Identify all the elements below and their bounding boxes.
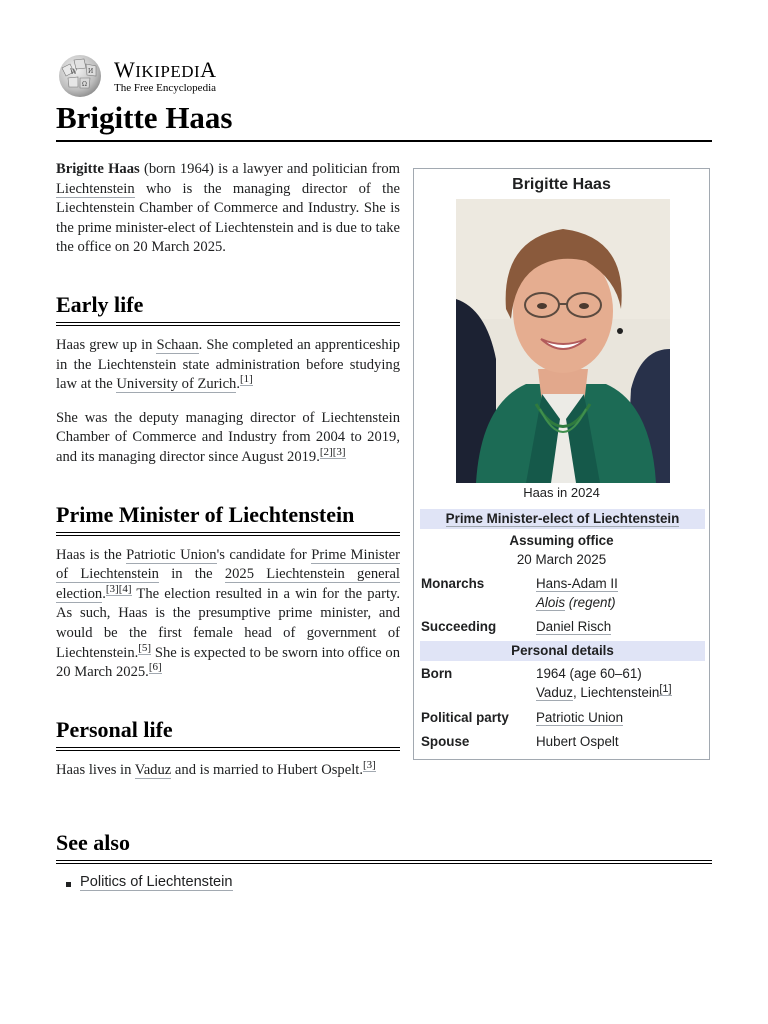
wordmark-tagline: The Free Encyclopedia xyxy=(114,81,217,94)
link-prime-minister-elect[interactable]: Prime Minister-elect of Liechtenstein xyxy=(445,511,680,526)
pm-text-2: 's candidate for xyxy=(216,546,312,563)
heading-see-also: See also xyxy=(56,830,712,864)
link-university-of-zurich[interactable]: University of Zurich xyxy=(116,376,237,393)
link-alois[interactable]: Alois xyxy=(536,595,566,610)
intro-text-2: who is the managing director of the Liechtenstein Chamber of Commerce and Industry. She is the prime minister-elect of Liechtenstein and is due to take the office on 20 March 2025. xyxy=(56,180,400,256)
pm-text-3: in the xyxy=(158,566,225,583)
pm-text-5: The election resulted in a win for the party. As such, Haas is the presumptive prime minister, and would be the first female head of government of Liechtenstein. xyxy=(56,585,400,661)
succeeding-value xyxy=(536,619,611,634)
personal-text-1: Haas lives in xyxy=(56,761,135,778)
early-life-text-2: . She completed an apprenticeship in the Liechtenstein state administration before studying law at the xyxy=(56,336,400,393)
early-life-paragraph-1 xyxy=(56,336,400,395)
pm-text-4: . xyxy=(102,585,106,602)
reference-link[interactable]: [6] xyxy=(148,661,162,674)
reference-link[interactable]: [3] xyxy=(362,758,376,771)
pm-text-6: She is expected to be sworn into office on 20 March 2025. xyxy=(56,644,400,681)
heading-early-life: Early life xyxy=(56,292,400,326)
heading-prime-minister: Prime Minister of Liechtenstein xyxy=(56,502,400,536)
reference-link[interactable]: [1] xyxy=(240,373,253,386)
link-liechtenstein[interactable]: Liechtenstein xyxy=(56,180,135,197)
reference-link[interactable]: [3] xyxy=(105,582,119,595)
born-label: Born xyxy=(421,666,453,681)
early-life-text-3: . xyxy=(236,376,241,393)
personal-text-2: and is married to Hubert Ospelt. xyxy=(171,761,363,778)
early-life-text-1: Haas grew up in xyxy=(56,336,157,353)
infobox-title: Brigitte Haas xyxy=(512,176,611,193)
infobox-caption: Haas in 2024 xyxy=(523,485,600,500)
link-vaduz-infobox[interactable]: Vaduz xyxy=(536,685,573,700)
link-politics-of-liechtenstein[interactable]: Politics of Liechtenstein xyxy=(80,874,233,890)
list-item xyxy=(56,874,712,890)
intro-text-1: (born 1964) is a lawyer and politician from xyxy=(139,161,400,177)
link-vaduz[interactable]: Vaduz xyxy=(134,761,172,778)
regent-suffix: (regent) xyxy=(565,595,616,610)
wikipedia-wordmark xyxy=(114,56,217,94)
svg-text:Ω: Ω xyxy=(82,81,87,88)
born-place-rest: , Liechtenstein xyxy=(572,685,660,700)
intro-bold-name: Brigitte Haas xyxy=(56,161,140,177)
reference-link[interactable]: [4] xyxy=(118,582,132,595)
infobox-office-header xyxy=(420,509,705,529)
article-body xyxy=(56,142,400,780)
link-prime-minister-of-liechtenstein[interactable]: Prime Minister of Liechtenstein xyxy=(56,546,401,583)
reference-link[interactable]: [5] xyxy=(138,641,152,654)
spouse-value: Hubert Ospelt xyxy=(536,734,619,749)
pm-text-1: Haas is the xyxy=(56,546,127,563)
wordmark-w: W xyxy=(114,56,136,82)
page xyxy=(56,54,712,890)
monarchs-value xyxy=(536,576,618,591)
svg-text:W: W xyxy=(70,68,78,76)
svg-text:И: И xyxy=(88,68,94,75)
monarch-regent xyxy=(536,595,616,610)
reference-link[interactable]: [3] xyxy=(332,446,346,459)
link-schaan[interactable]: Schaan xyxy=(156,336,199,353)
wikipedia-logo[interactable] xyxy=(56,54,712,98)
wordmark-middle: IKIPEDI xyxy=(135,61,201,81)
infobox-photo[interactable] xyxy=(456,199,670,483)
early-life-text-4: She was the deputy managing director of Liechtenstein Chamber of Commerce and Industry from 2004 to 2019, and its managing director since August 2019. xyxy=(56,409,400,465)
portrait-image xyxy=(456,199,670,483)
reference-link[interactable]: [2] xyxy=(319,446,333,459)
link-patriotic-union[interactable]: Patriotic Union xyxy=(126,546,217,563)
assuming-office-date: 20 March 2025 xyxy=(516,552,607,567)
personal-details-header: Personal details xyxy=(420,641,705,661)
wikipedia-globe-icon xyxy=(56,54,106,98)
monarchs-label: Monarchs xyxy=(421,576,485,591)
infobox xyxy=(413,168,710,760)
party-label: Political party xyxy=(421,710,509,725)
intro-paragraph xyxy=(56,160,400,258)
see-also-section xyxy=(56,830,712,890)
early-life-paragraph-2 xyxy=(56,409,400,468)
link-hans-adam-ii[interactable]: Hans-Adam II xyxy=(536,576,618,591)
spouse-label: Spouse xyxy=(421,734,470,749)
link-2025-general-election[interactable]: 2025 Liechtenstein general election xyxy=(56,566,400,602)
assuming-office-label: Assuming office xyxy=(509,533,614,548)
wordmark-a: A xyxy=(200,56,217,82)
link-daniel-risch[interactable]: Daniel Risch xyxy=(536,619,612,634)
personal-life-paragraph xyxy=(56,758,400,781)
born-date: 1964 (age 60–61) xyxy=(536,666,642,681)
reference-link[interactable]: [1] xyxy=(659,682,672,695)
page-title: Brigitte Haas xyxy=(56,100,712,142)
succeeding-label: Succeeding xyxy=(421,619,497,634)
born-place xyxy=(536,682,672,700)
prime-minister-paragraph xyxy=(56,546,400,683)
heading-personal-life: Personal life xyxy=(56,717,400,751)
link-patriotic-union-infobox[interactable]: Patriotic Union xyxy=(536,710,624,725)
see-also-list xyxy=(56,874,712,890)
party-value xyxy=(536,710,623,725)
